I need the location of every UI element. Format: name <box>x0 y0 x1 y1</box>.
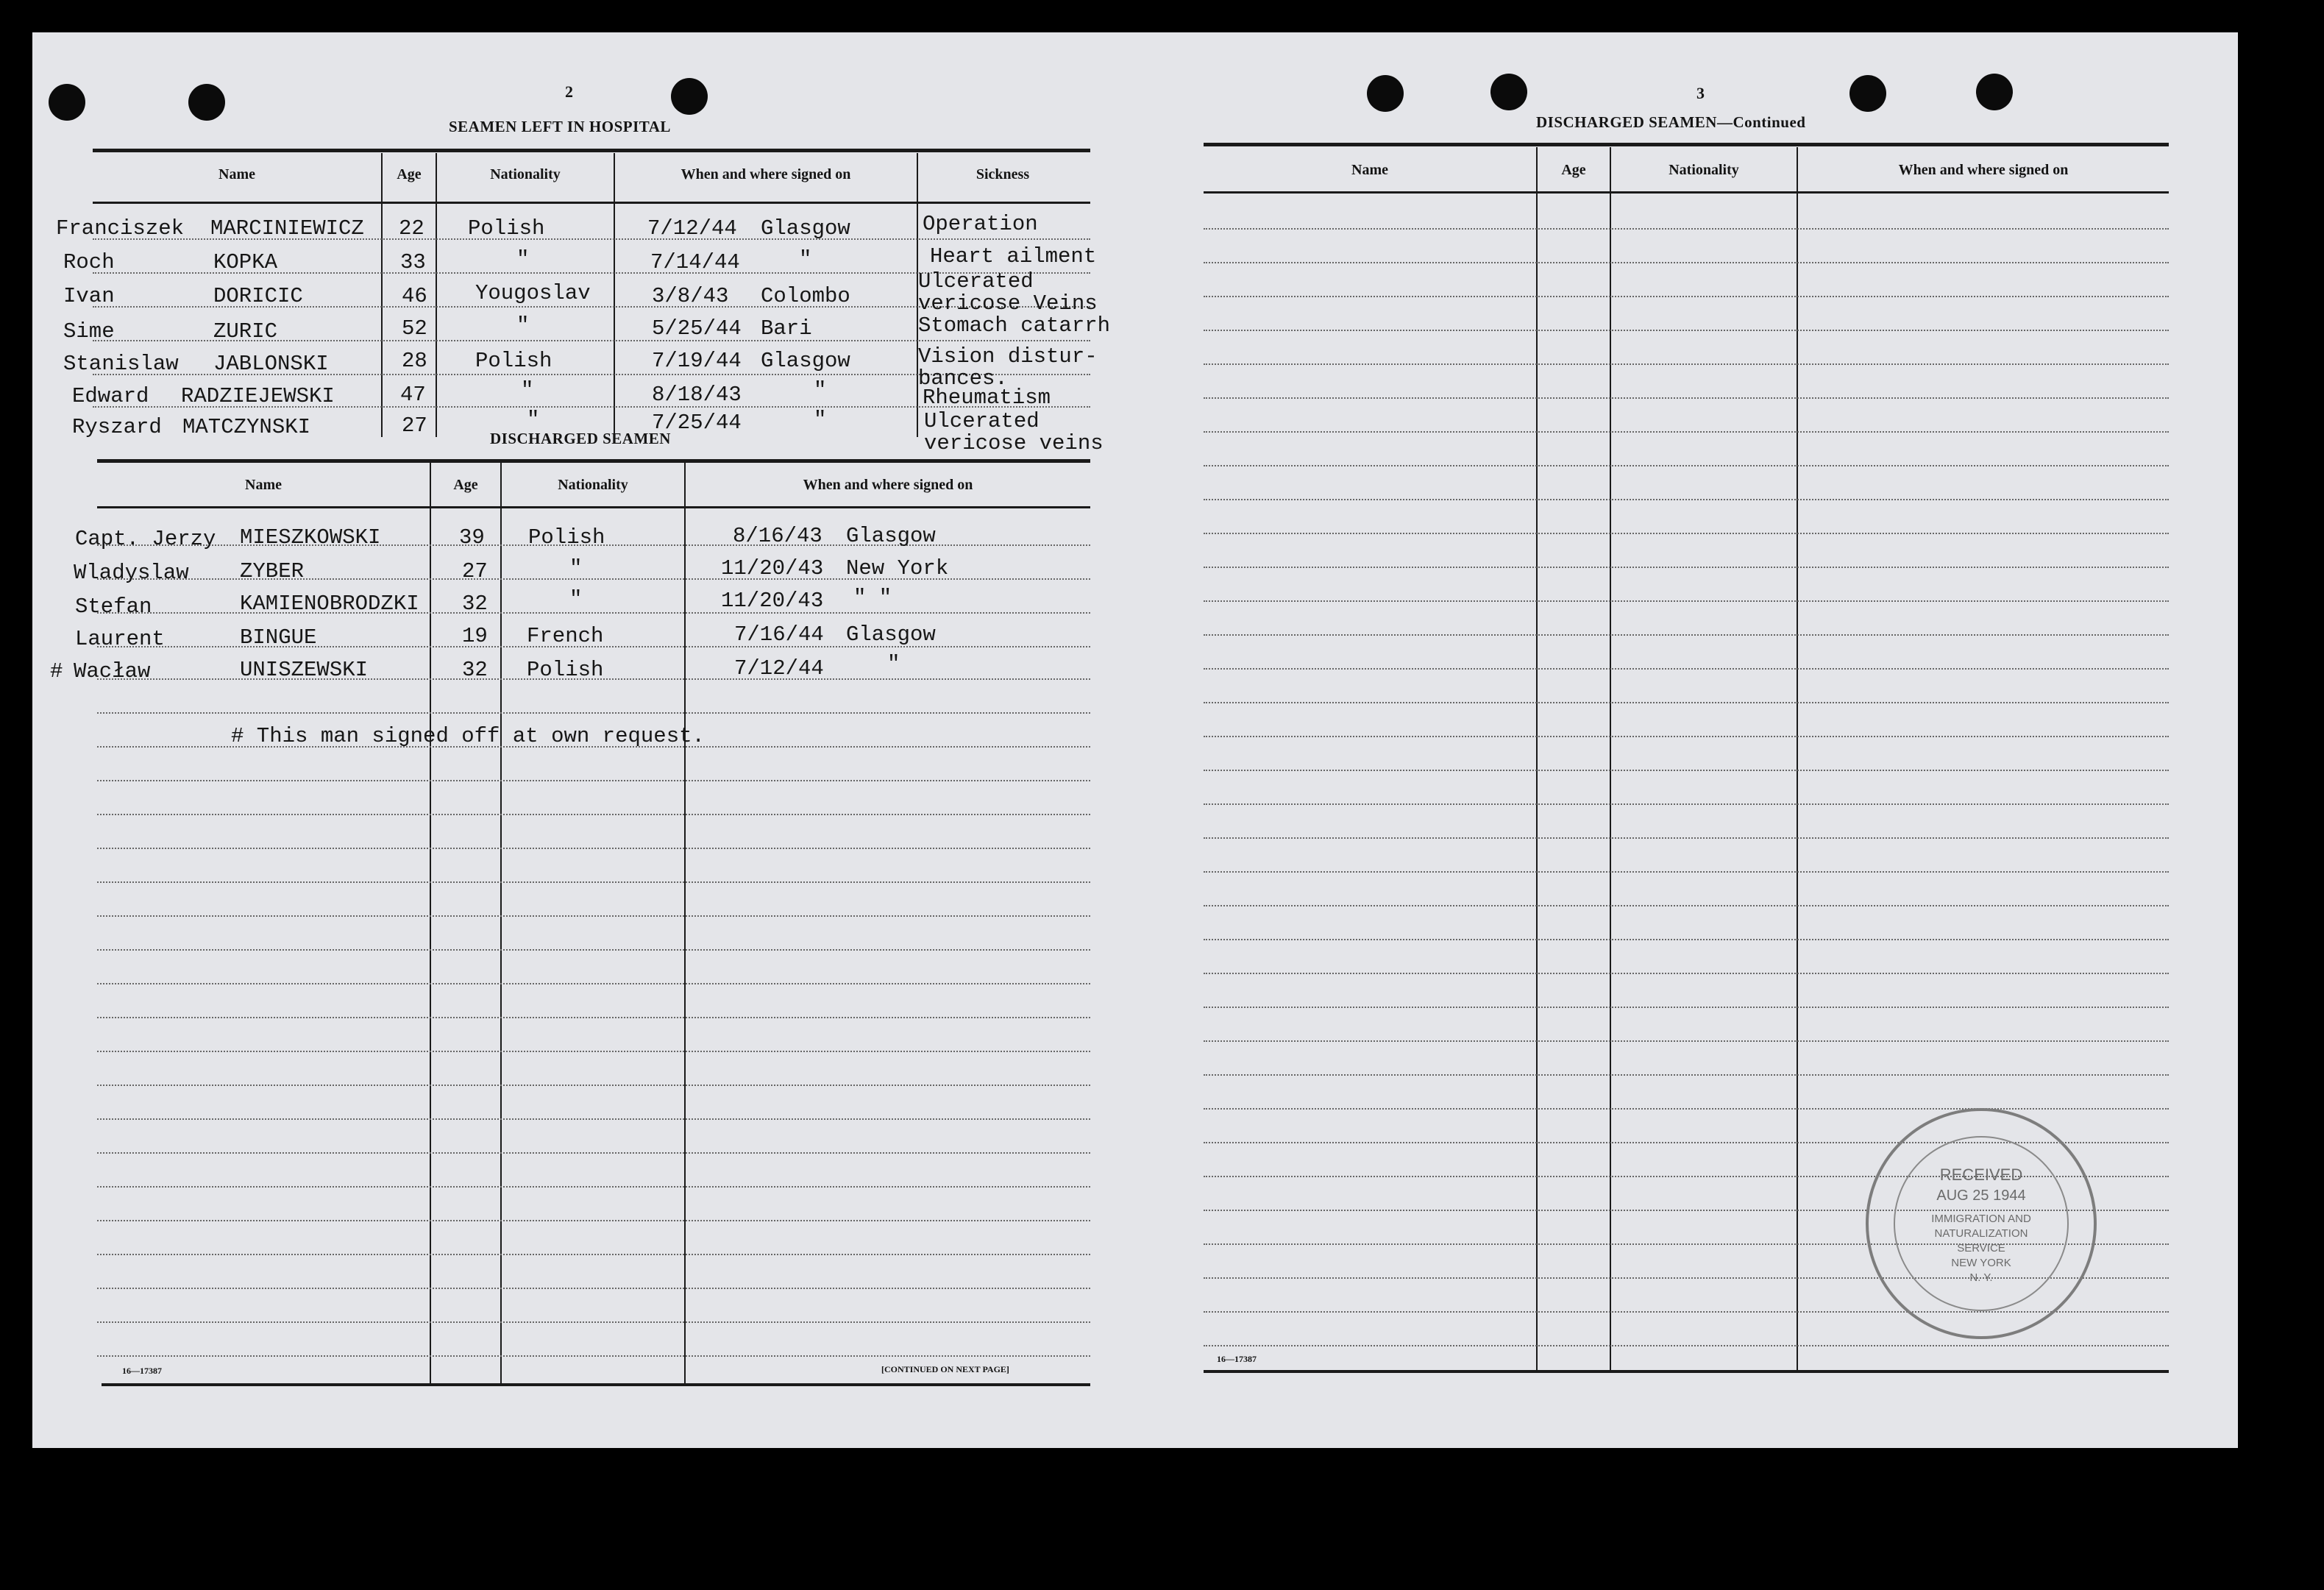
row-line <box>97 1152 1090 1154</box>
nationality: " <box>521 378 534 402</box>
row-line <box>97 814 1090 815</box>
column-header-age: Age <box>453 477 478 493</box>
first-name: Capt. Jerzy <box>75 527 216 551</box>
row-line <box>1204 1345 2169 1346</box>
bottom-rule <box>102 1383 1090 1386</box>
first-name: Stanislaw <box>63 352 179 376</box>
nationality: " <box>569 556 583 581</box>
continued-note: [CONTINUED ON NEXT PAGE] <box>881 1364 1009 1374</box>
punch-hole <box>49 84 85 121</box>
row-line <box>1204 634 2169 636</box>
age: 39 <box>459 525 485 550</box>
surname: UNISZEWSKI <box>240 658 369 682</box>
row-line <box>1204 330 2169 331</box>
page-number: 2 <box>565 82 573 101</box>
bottom-rule <box>1204 1370 2169 1373</box>
row-line <box>97 1017 1090 1018</box>
sickness: Ulcerated <box>924 409 1040 433</box>
nationality: Polish <box>475 349 552 373</box>
column-divider <box>614 153 615 437</box>
form-number: 16—17387 <box>1217 1354 1257 1364</box>
row-line <box>97 983 1090 984</box>
stamp-line: N. Y. <box>1969 1271 1993 1284</box>
column-divider <box>430 462 431 1383</box>
age: 47 <box>400 383 426 407</box>
row-line <box>1204 1108 2169 1110</box>
row-line <box>97 712 1090 714</box>
sickness-cont: bances. <box>918 366 1008 391</box>
manifest-sheet <box>32 32 2238 1448</box>
row-line <box>1204 871 2169 873</box>
signed-date: 7/19/44 <box>652 349 742 373</box>
signed-place: " " <box>853 586 892 610</box>
row-line <box>97 1118 1090 1120</box>
signed-date: 7/12/44 <box>647 216 737 241</box>
column-divider <box>381 153 383 437</box>
row-line <box>1204 363 2169 365</box>
row-line <box>1204 397 2169 399</box>
form-number: 16—17387 <box>122 1366 162 1376</box>
row-line <box>1204 533 2169 534</box>
column-header-nationality: Nationality <box>558 477 628 493</box>
age: 32 <box>462 592 488 616</box>
surname: MATCZYNSKI <box>182 415 311 439</box>
nationality: Polish <box>468 216 545 241</box>
signed-place: Glasgow <box>846 524 936 548</box>
sickness-cont: vericose veins <box>924 431 1104 455</box>
row-line <box>97 780 1090 781</box>
sickness: Operation <box>923 212 1038 236</box>
signed-place: " <box>887 652 900 676</box>
signed-place: New York <box>846 556 949 581</box>
stamp-line: IMMIGRATION AND <box>1931 1213 2031 1225</box>
first-name: Laurent <box>75 627 165 651</box>
row-line <box>1204 262 2169 263</box>
nationality: " <box>527 408 540 432</box>
signed-date: 11/20/43 <box>721 556 824 581</box>
row-line <box>1204 296 2169 297</box>
stamp-received: RECEIVED <box>1939 1165 2023 1184</box>
row-line <box>1204 567 2169 568</box>
first-name: Stefan <box>75 595 152 619</box>
signed-date: 7/12/44 <box>734 656 824 681</box>
nationality: " <box>516 247 530 271</box>
row-line <box>1204 668 2169 670</box>
signed-place: Glasgow <box>761 349 850 373</box>
nationality: Polish <box>528 525 605 550</box>
row-line <box>1204 702 2169 703</box>
surname: KAMIENOBRODZKI <box>240 592 419 616</box>
sickness: Stomach catarrh <box>918 313 1111 338</box>
first-name: Edward <box>72 384 149 408</box>
age: 28 <box>402 349 427 373</box>
sickness-cont: vericose Veins <box>918 291 1098 316</box>
sickness: Ulcerated <box>918 269 1034 294</box>
signed-date: 11/20/43 <box>721 589 824 613</box>
signed-date: 7/16/44 <box>734 622 824 647</box>
row-line <box>1204 736 2169 737</box>
header-rule <box>97 506 1090 508</box>
sickness: Vision distur- <box>918 344 1098 369</box>
row-line <box>97 1085 1090 1086</box>
column-header-age: Age <box>397 166 422 182</box>
punch-hole <box>1849 75 1886 112</box>
row-line <box>97 949 1090 951</box>
row-line <box>1204 1040 2169 1042</box>
sickness: Rheumatism <box>923 386 1051 410</box>
surname: RADZIEJEWSKI <box>181 384 335 408</box>
age: 32 <box>462 658 488 682</box>
nationality: French <box>527 624 604 648</box>
column-divider <box>436 153 437 437</box>
row-line <box>97 1220 1090 1221</box>
discharged-section-title: DISCHARGED SEAMEN <box>490 430 671 447</box>
column-header-name: Name <box>1351 162 1388 178</box>
first-name: Sime <box>63 319 115 344</box>
stamp-line: NEW YORK <box>1951 1257 2011 1269</box>
first-name: Franciszek <box>56 216 185 241</box>
signed-place: Bari <box>761 316 812 341</box>
age: 33 <box>400 250 426 274</box>
row-line <box>1204 228 2169 230</box>
surname: KOPKA <box>213 250 278 274</box>
age: 46 <box>402 284 427 308</box>
nationality: " <box>516 313 530 338</box>
row-line <box>97 1321 1090 1323</box>
column-header-age: Age <box>1561 162 1586 178</box>
column-header-sickness: Sickness <box>976 166 1030 182</box>
first-name: Roch <box>63 250 115 274</box>
first-name: Wacław <box>74 659 151 684</box>
column-header-name: Name <box>218 166 255 182</box>
column-header-signed-on: When and where signed on <box>803 477 973 493</box>
age: 27 <box>402 414 427 438</box>
received-stamp <box>1866 1108 2097 1339</box>
column-divider <box>500 462 502 1383</box>
nationality: " <box>569 587 583 611</box>
age: 52 <box>402 316 427 341</box>
stamp-line: NATURALIZATION <box>1934 1227 2028 1240</box>
signed-date: 8/16/43 <box>733 524 822 548</box>
header-rule <box>1204 191 2169 194</box>
row-line <box>97 881 1090 883</box>
table-top-rule <box>93 149 1090 152</box>
age: 27 <box>462 559 488 583</box>
column-header-nationality: Nationality <box>1669 162 1739 178</box>
column-header-signed-on: When and where signed on <box>1898 162 2069 178</box>
first-name: Ryszard <box>72 415 162 439</box>
first-name: Ivan <box>63 284 115 308</box>
row-line <box>97 1288 1090 1289</box>
sickness: Heart ailment <box>930 244 1097 269</box>
section-title: DISCHARGED SEAMEN—Continued <box>1536 113 1806 131</box>
row-line <box>1204 939 2169 940</box>
row-line <box>97 848 1090 849</box>
hospital-section-title: SEAMEN LEFT IN HOSPITAL <box>449 118 671 135</box>
signed-date: 5/25/44 <box>652 316 742 341</box>
column-header-signed-on: When and where signed on <box>681 166 851 182</box>
punch-hole <box>1490 74 1527 110</box>
row-line <box>97 1254 1090 1255</box>
signed-place: " <box>799 247 812 271</box>
surname: DORICIC <box>213 284 303 308</box>
signed-place: Glasgow <box>846 622 936 647</box>
row-line <box>1204 465 2169 466</box>
nationality: Yougoslav <box>475 281 591 305</box>
row-line <box>1204 770 2169 771</box>
age: 19 <box>462 624 488 648</box>
column-header-nationality: Nationality <box>490 166 561 182</box>
row-line <box>97 1355 1090 1357</box>
row-line <box>1204 499 2169 500</box>
asterisk-mark: # <box>50 659 63 684</box>
surname: MIESZKOWSKI <box>240 525 381 550</box>
punch-hole <box>1367 75 1404 112</box>
signed-date: 7/25/44 <box>652 411 742 435</box>
row-line <box>1204 973 2169 974</box>
row-line <box>97 915 1090 917</box>
surname: ZYBER <box>240 559 305 583</box>
punch-hole <box>1976 74 2013 110</box>
surname: BINGUE <box>240 625 317 650</box>
page-number: 3 <box>1696 84 1705 102</box>
stamp-line: SERVICE <box>1957 1242 2005 1254</box>
first-name: Wladyslaw <box>74 561 189 585</box>
signed-date: 7/14/44 <box>650 250 740 274</box>
column-divider <box>684 462 686 1383</box>
row-line <box>1204 905 2169 906</box>
punch-hole <box>188 84 225 121</box>
signed-date: 3/8/43 <box>652 284 729 308</box>
table-top-rule <box>1204 143 2169 146</box>
row-line <box>97 1186 1090 1188</box>
row-line <box>1204 1007 2169 1008</box>
signed-place: " <box>814 408 827 432</box>
header-rule <box>93 202 1090 204</box>
footnote: # This man signed off at own request. <box>231 724 705 748</box>
signed-place: Glasgow <box>761 216 850 241</box>
row-line <box>97 1051 1090 1052</box>
table-top-rule <box>97 459 1090 463</box>
row-line <box>1204 600 2169 602</box>
surname: JABLONSKI <box>213 352 329 376</box>
column-header-name: Name <box>245 477 282 493</box>
signed-place: Colombo <box>761 284 850 308</box>
row-line <box>1204 431 2169 433</box>
punch-hole <box>671 78 708 115</box>
row-line <box>1204 803 2169 805</box>
row-line <box>1204 837 2169 839</box>
signed-place: " <box>814 378 827 402</box>
stamp-date: AUG 25 1944 <box>1936 1188 2026 1204</box>
age: 22 <box>399 216 424 241</box>
surname: MARCINIEWICZ <box>210 216 364 241</box>
nationality: Polish <box>527 658 604 682</box>
row-line <box>1204 1074 2169 1076</box>
signed-date: 8/18/43 <box>652 383 742 407</box>
surname: ZURIC <box>213 319 278 344</box>
